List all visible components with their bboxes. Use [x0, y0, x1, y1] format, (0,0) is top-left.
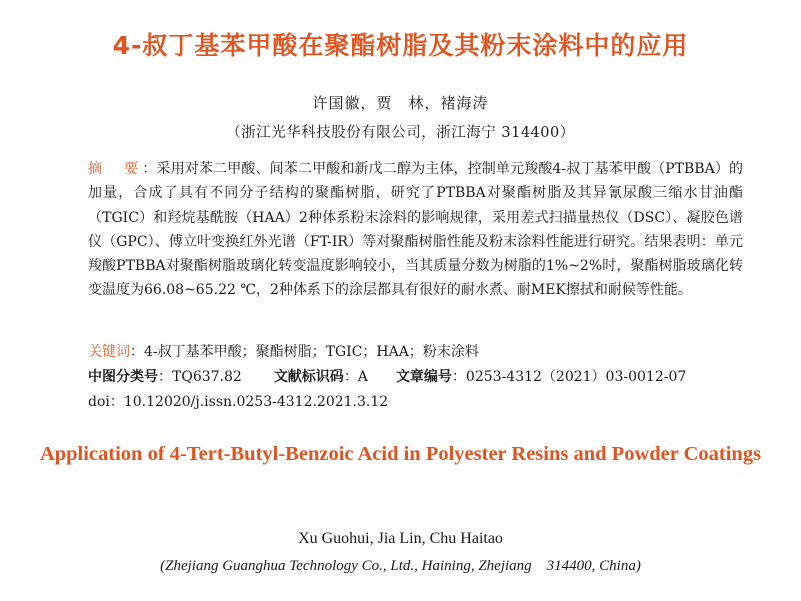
english-affiliation: (Zhejiang Guanghua Technology Co., Ltd., Haining, Zhejiang 314400, China)	[160, 558, 641, 574]
doc-code-label: 文献标识码	[273, 369, 344, 385]
article-number-value: ：0253-4312（2021）03-0012-07	[451, 369, 687, 385]
english-title: Application of 4-Tert-Butyl-Benzoic Acid in Polyester Resins and Powder Coatings	[39, 443, 762, 465]
abstract-label: 摘 要	[88, 161, 143, 177]
chinese-affiliation: （浙江光华科技股份有限公司，浙江海宁 314400）	[226, 125, 575, 141]
clc-label: 中图分类号	[88, 369, 158, 385]
abstract	[88, 157, 743, 303]
classification-line	[88, 366, 743, 386]
abstract-text: ：采用对苯二甲酸、间苯二甲酸和新戊二醇为主体，控制单元羧酸4-叔丁基苯甲酸（PTBBA）的加量，合成了具有不同分子结构的聚酯树脂，研究了PTBBA对聚酯树脂及其异氰尿酸三缩水甘油酯（TGIC）和羟烷基酰胺（HAA）2种体系粉末涂料的影响规律，采用差式扫描量热仪（DSC）、凝胶色谱仪（GPC）、傅立叶变换红外光谱（FT-IR）等对聚酯树脂性能及粉末涂料性能进行研究。结果表明：单元羧酸PTBBA对聚酯树脂玻璃化转变温度影响较小，当其质量分数为树脂的1%~2%时，聚酯树脂玻璃化转变温度为66.08~65.22 ℃，2种体系下的涂层都具有很好的耐水煮、耐MEK擦拭和耐候等性能。	[88, 161, 743, 299]
chinese-title: 4-叔丁基苯甲酸在聚酯树脂及其粉末涂料中的应用	[112, 31, 689, 60]
doi: doi：10.12020/j.issn.0253-4312.2021.3.12	[88, 394, 389, 410]
article-number-label: 文章编号	[395, 369, 452, 385]
keywords-label: 关键词	[88, 344, 130, 360]
clc-value: ：TQ637.82	[158, 369, 242, 385]
chinese-authors: 许国徽，贾 林，褚海涛	[312, 94, 489, 112]
keywords	[88, 341, 743, 361]
english-authors: Xu Guohui, Jia Lin, Chu Haitao	[298, 530, 503, 547]
keywords-text: ：4-叔丁基苯甲酸；聚酯树脂；TGIC；HAA；粉末涂料	[130, 344, 479, 360]
doc-code-value: ：A	[343, 369, 368, 385]
